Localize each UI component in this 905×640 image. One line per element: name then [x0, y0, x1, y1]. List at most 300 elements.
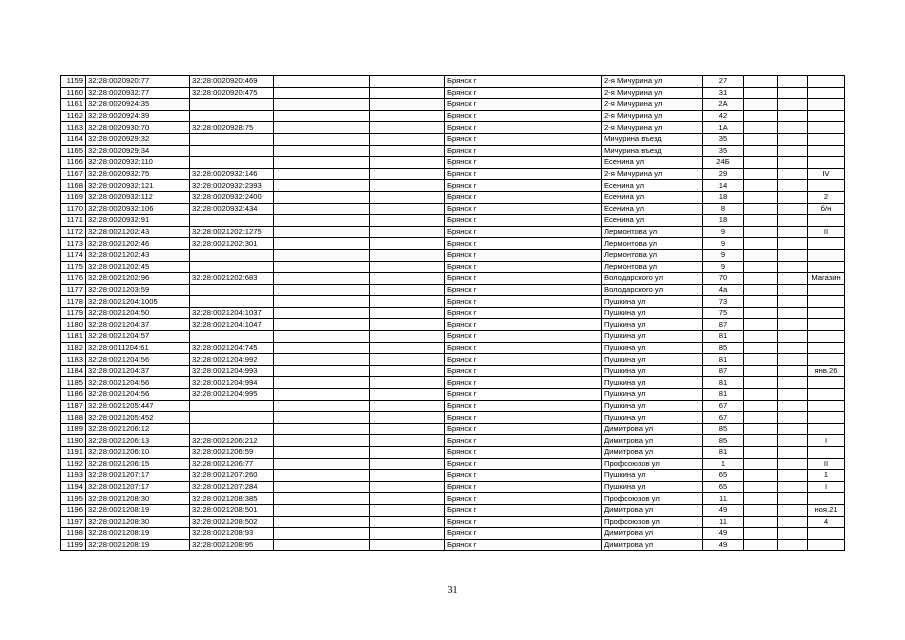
blank-cell	[274, 99, 370, 111]
table-row	[61, 133, 845, 145]
blank-cell	[274, 145, 370, 157]
object-cadastral-number-cell: 32:28:0021202:683	[190, 273, 274, 285]
city-cell: Брянск г	[445, 354, 602, 366]
blank-cell	[778, 389, 808, 401]
blank-cell	[370, 400, 445, 412]
cadastral-number-cell: 32:28:0021204:56	[86, 377, 190, 389]
city-cell: Брянск г	[445, 76, 602, 88]
object-cadastral-number-cell: 32:28:0020932:146	[190, 168, 274, 180]
table-row	[61, 400, 845, 412]
blank-cell	[274, 110, 370, 122]
row-number-cell: 1171	[61, 215, 86, 227]
blank-cell	[370, 342, 445, 354]
cadastral-number-cell: 32:28:0020930:70	[86, 122, 190, 134]
table-row	[61, 447, 845, 459]
house-number-cell: 81	[703, 447, 744, 459]
row-number-cell: 1187	[61, 400, 86, 412]
blank-cell	[274, 261, 370, 273]
note-cell	[808, 238, 845, 250]
street-cell: 2-я Мичурина ул	[602, 110, 703, 122]
street-cell: Лермонтова ул	[602, 261, 703, 273]
house-number-cell: 9	[703, 238, 744, 250]
street-cell: Пушкина ул	[602, 319, 703, 331]
row-number-cell: 1169	[61, 191, 86, 203]
note-cell: I	[808, 481, 845, 493]
city-cell: Брянск г	[445, 389, 602, 401]
object-cadastral-number-cell: 32:28:0020920:469	[190, 76, 274, 88]
blank-cell	[778, 168, 808, 180]
object-cadastral-number-cell: 32:28:0021208:385	[190, 493, 274, 505]
city-cell: Брянск г	[445, 261, 602, 273]
city-cell: Брянск г	[445, 342, 602, 354]
blank-cell	[744, 528, 778, 540]
table-row	[61, 470, 845, 482]
note-cell	[808, 539, 845, 551]
street-cell: Пушкина ул	[602, 307, 703, 319]
blank-cell	[778, 157, 808, 169]
street-cell: Есенина ул	[602, 215, 703, 227]
table-row	[61, 539, 845, 551]
table-row	[61, 481, 845, 493]
row-number-cell: 1188	[61, 412, 86, 424]
house-number-cell: 1	[703, 458, 744, 470]
blank-cell	[744, 516, 778, 528]
table-row	[61, 87, 845, 99]
blank-cell	[744, 157, 778, 169]
blank-cell	[744, 470, 778, 482]
blank-cell	[744, 400, 778, 412]
blank-cell	[274, 447, 370, 459]
blank-cell	[274, 249, 370, 261]
blank-cell	[370, 99, 445, 111]
object-cadastral-number-cell: 32:28:0020932:2400	[190, 191, 274, 203]
blank-cell	[274, 528, 370, 540]
table-row	[61, 458, 845, 470]
blank-cell	[370, 226, 445, 238]
city-cell: Брянск г	[445, 215, 602, 227]
blank-cell	[274, 296, 370, 308]
table-row	[61, 319, 845, 331]
note-cell	[808, 296, 845, 308]
house-number-cell: 27	[703, 76, 744, 88]
house-number-cell: 85	[703, 342, 744, 354]
blank-cell	[744, 423, 778, 435]
blank-cell	[778, 99, 808, 111]
blank-cell	[744, 447, 778, 459]
cadastral-number-cell: 32:28:0020932:91	[86, 215, 190, 227]
house-number-cell: 35	[703, 145, 744, 157]
blank-cell	[778, 191, 808, 203]
blank-cell	[744, 296, 778, 308]
house-number-cell: 1А	[703, 122, 744, 134]
blank-cell	[778, 342, 808, 354]
cadastral-number-cell: 32:28:0021204:50	[86, 307, 190, 319]
blank-cell	[744, 504, 778, 516]
house-number-cell: 85	[703, 423, 744, 435]
city-cell: Брянск г	[445, 145, 602, 157]
street-cell: Димитрова ул	[602, 528, 703, 540]
house-number-cell: 29	[703, 168, 744, 180]
blank-cell	[370, 516, 445, 528]
table-row	[61, 76, 845, 88]
row-number-cell: 1159	[61, 76, 86, 88]
object-cadastral-number-cell	[190, 412, 274, 424]
table-row	[61, 273, 845, 285]
house-number-cell: 67	[703, 400, 744, 412]
blank-cell	[744, 87, 778, 99]
blank-cell	[370, 307, 445, 319]
city-cell: Брянск г	[445, 319, 602, 331]
blank-cell	[778, 87, 808, 99]
street-cell: Володарского ул	[602, 284, 703, 296]
table-row	[61, 238, 845, 250]
city-cell: Брянск г	[445, 87, 602, 99]
table-row	[61, 226, 845, 238]
city-cell: Брянск г	[445, 122, 602, 134]
blank-cell	[778, 400, 808, 412]
row-number-cell: 1191	[61, 447, 86, 459]
cadastral-number-cell: 32:28:0020932:110	[86, 157, 190, 169]
table-row	[61, 354, 845, 366]
city-cell: Брянск г	[445, 296, 602, 308]
house-number-cell: 2А	[703, 99, 744, 111]
city-cell: Брянск г	[445, 377, 602, 389]
table-row	[61, 145, 845, 157]
blank-cell	[274, 284, 370, 296]
object-cadastral-number-cell	[190, 296, 274, 308]
house-number-cell: 18	[703, 215, 744, 227]
cadastral-number-cell: 32:28:0021206:15	[86, 458, 190, 470]
cadastral-number-cell: 32:28:0020929:34	[86, 145, 190, 157]
blank-cell	[778, 296, 808, 308]
blank-cell	[778, 435, 808, 447]
cadastral-number-cell: 32:28:0021208:19	[86, 539, 190, 551]
street-cell: Пушкина ул	[602, 296, 703, 308]
blank-cell	[778, 145, 808, 157]
blank-cell	[744, 365, 778, 377]
blank-cell	[778, 447, 808, 459]
city-cell: Брянск г	[445, 307, 602, 319]
blank-cell	[274, 365, 370, 377]
blank-cell	[274, 481, 370, 493]
street-cell: Пушкина ул	[602, 389, 703, 401]
street-cell: Димитрова ул	[602, 539, 703, 551]
table-row	[61, 261, 845, 273]
blank-cell	[274, 400, 370, 412]
blank-cell	[744, 377, 778, 389]
table-row	[61, 307, 845, 319]
street-cell: 2-я Мичурина ул	[602, 122, 703, 134]
blank-cell	[370, 470, 445, 482]
cadastral-number-cell: 32:28:0021202:96	[86, 273, 190, 285]
blank-cell	[744, 99, 778, 111]
object-cadastral-number-cell	[190, 284, 274, 296]
street-cell: Мичурина въезд	[602, 145, 703, 157]
blank-cell	[274, 516, 370, 528]
table-row	[61, 528, 845, 540]
blank-cell	[744, 493, 778, 505]
blank-cell	[370, 180, 445, 192]
blank-cell	[778, 354, 808, 366]
row-number-cell: 1180	[61, 319, 86, 331]
note-cell	[808, 331, 845, 343]
table-row	[61, 191, 845, 203]
row-number-cell: 1173	[61, 238, 86, 250]
blank-cell	[370, 76, 445, 88]
house-number-cell: 67	[703, 412, 744, 424]
table-row	[61, 342, 845, 354]
street-cell: Лермонтова ул	[602, 226, 703, 238]
house-number-cell: 81	[703, 377, 744, 389]
object-cadastral-number-cell: 32:28:0020932:2393	[190, 180, 274, 192]
house-number-cell: 87	[703, 365, 744, 377]
street-cell: Есенина ул	[602, 180, 703, 192]
street-cell: Пушкина ул	[602, 342, 703, 354]
blank-cell	[370, 87, 445, 99]
blank-cell	[274, 539, 370, 551]
cadastral-number-cell: 32:28:0020932:106	[86, 203, 190, 215]
object-cadastral-number-cell	[190, 99, 274, 111]
blank-cell	[778, 180, 808, 192]
row-number-cell: 1166	[61, 157, 86, 169]
object-cadastral-number-cell: 32:28:0020932:434	[190, 203, 274, 215]
row-number-cell: 1190	[61, 435, 86, 447]
street-cell: Пушкина ул	[602, 400, 703, 412]
note-cell: II	[808, 458, 845, 470]
note-cell	[808, 412, 845, 424]
blank-cell	[370, 319, 445, 331]
row-number-cell: 1183	[61, 354, 86, 366]
row-number-cell: 1198	[61, 528, 86, 540]
table-row	[61, 365, 845, 377]
city-cell: Брянск г	[445, 470, 602, 482]
row-number-cell: 1179	[61, 307, 86, 319]
city-cell: Брянск г	[445, 168, 602, 180]
cadastral-number-cell: 32:28:0021205:447	[86, 400, 190, 412]
street-cell: Димитрова ул	[602, 504, 703, 516]
blank-cell	[274, 342, 370, 354]
cadastral-number-cell: 32:28:0021208:19	[86, 504, 190, 516]
object-cadastral-number-cell	[190, 400, 274, 412]
table-row	[61, 249, 845, 261]
cadastral-number-cell: 32:28:0021204:37	[86, 365, 190, 377]
blank-cell	[744, 122, 778, 134]
object-cadastral-number-cell: 32:28:0020920:475	[190, 87, 274, 99]
object-cadastral-number-cell	[190, 331, 274, 343]
object-cadastral-number-cell: 32:28:0021206:212	[190, 435, 274, 447]
cadastral-number-cell: 32:28:0021206:12	[86, 423, 190, 435]
table-row	[61, 516, 845, 528]
blank-cell	[274, 87, 370, 99]
blank-cell	[778, 331, 808, 343]
blank-cell	[274, 435, 370, 447]
city-cell: Брянск г	[445, 157, 602, 169]
table-row	[61, 412, 845, 424]
blank-cell	[274, 191, 370, 203]
blank-cell	[744, 331, 778, 343]
table-row	[61, 389, 845, 401]
cadastral-number-cell: 32:28:0021203:59	[86, 284, 190, 296]
blank-cell	[744, 354, 778, 366]
blank-cell	[370, 331, 445, 343]
note-cell: ноя.21	[808, 504, 845, 516]
blank-cell	[370, 110, 445, 122]
note-cell	[808, 284, 845, 296]
house-number-cell: 8	[703, 203, 744, 215]
blank-cell	[274, 470, 370, 482]
blank-cell	[744, 110, 778, 122]
cadastral-number-cell: 32:28:0021208:30	[86, 493, 190, 505]
blank-cell	[370, 435, 445, 447]
note-cell: 2	[808, 191, 845, 203]
row-number-cell: 1178	[61, 296, 86, 308]
note-cell: II	[808, 226, 845, 238]
object-cadastral-number-cell: 32:28:0021202:1275	[190, 226, 274, 238]
blank-cell	[274, 319, 370, 331]
house-number-cell: 31	[703, 87, 744, 99]
blank-cell	[274, 354, 370, 366]
blank-cell	[744, 307, 778, 319]
row-number-cell: 1195	[61, 493, 86, 505]
city-cell: Брянск г	[445, 238, 602, 250]
object-cadastral-number-cell: 32:28:0021207:284	[190, 481, 274, 493]
house-number-cell: 49	[703, 504, 744, 516]
blank-cell	[778, 110, 808, 122]
blank-cell	[370, 157, 445, 169]
note-cell	[808, 87, 845, 99]
cadastral-number-cell: 32:28:0021207:17	[86, 470, 190, 482]
street-cell: Профсоюзов ул	[602, 516, 703, 528]
blank-cell	[778, 539, 808, 551]
house-number-cell: 73	[703, 296, 744, 308]
house-number-cell: 4а	[703, 284, 744, 296]
blank-cell	[274, 76, 370, 88]
blank-cell	[274, 377, 370, 389]
object-cadastral-number-cell	[190, 215, 274, 227]
blank-cell	[370, 389, 445, 401]
cadastral-number-cell: 32:28:0021208:30	[86, 516, 190, 528]
blank-cell	[370, 528, 445, 540]
blank-cell	[370, 423, 445, 435]
house-number-cell: 85	[703, 435, 744, 447]
row-number-cell: 1164	[61, 133, 86, 145]
cadastral-number-cell: 32:28:0021204:57	[86, 331, 190, 343]
street-cell: Димитрова ул	[602, 423, 703, 435]
blank-cell	[370, 215, 445, 227]
object-cadastral-number-cell: 32:28:0021208:95	[190, 539, 274, 551]
blank-cell	[370, 504, 445, 516]
house-number-cell: 87	[703, 319, 744, 331]
note-cell	[808, 261, 845, 273]
cadastral-number-cell: 32:28:0021207:17	[86, 481, 190, 493]
row-number-cell: 1182	[61, 342, 86, 354]
note-cell	[808, 180, 845, 192]
blank-cell	[370, 458, 445, 470]
note-cell	[808, 400, 845, 412]
blank-cell	[778, 516, 808, 528]
object-cadastral-number-cell: 32:28:0021206:59	[190, 447, 274, 459]
city-cell: Брянск г	[445, 516, 602, 528]
row-number-cell: 1186	[61, 389, 86, 401]
note-cell	[808, 122, 845, 134]
table-row	[61, 435, 845, 447]
house-number-cell: 42	[703, 110, 744, 122]
cadastral-number-cell: 32:28:0021202:46	[86, 238, 190, 250]
cadastral-number-cell: 32:28:0020932:77	[86, 87, 190, 99]
row-number-cell: 1193	[61, 470, 86, 482]
blank-cell	[744, 342, 778, 354]
object-cadastral-number-cell	[190, 133, 274, 145]
note-cell: IV	[808, 168, 845, 180]
blank-cell	[778, 319, 808, 331]
street-cell: 2-я Мичурина ул	[602, 99, 703, 111]
table-row	[61, 331, 845, 343]
blank-cell	[778, 249, 808, 261]
table-row	[61, 493, 845, 505]
blank-cell	[274, 458, 370, 470]
house-number-cell: 65	[703, 481, 744, 493]
blank-cell	[778, 365, 808, 377]
row-number-cell: 1167	[61, 168, 86, 180]
blank-cell	[778, 458, 808, 470]
object-cadastral-number-cell: 32:28:0021204:745	[190, 342, 274, 354]
blank-cell	[778, 307, 808, 319]
city-cell: Брянск г	[445, 528, 602, 540]
blank-cell	[744, 191, 778, 203]
note-cell	[808, 110, 845, 122]
blank-cell	[744, 145, 778, 157]
row-number-cell: 1163	[61, 122, 86, 134]
city-cell: Брянск г	[445, 273, 602, 285]
street-cell: Профсоюзов ул	[602, 458, 703, 470]
note-cell	[808, 319, 845, 331]
city-cell: Брянск г	[445, 447, 602, 459]
row-number-cell: 1181	[61, 331, 86, 343]
blank-cell	[744, 238, 778, 250]
table-row	[61, 504, 845, 516]
blank-cell	[274, 423, 370, 435]
city-cell: Брянск г	[445, 284, 602, 296]
blank-cell	[778, 261, 808, 273]
blank-cell	[370, 238, 445, 250]
street-cell: Димитрова ул	[602, 435, 703, 447]
object-cadastral-number-cell: 32:28:0021204:994	[190, 377, 274, 389]
street-cell: 2-я Мичурина ул	[602, 168, 703, 180]
note-cell: I	[808, 435, 845, 447]
city-cell: Брянск г	[445, 365, 602, 377]
blank-cell	[778, 504, 808, 516]
blank-cell	[370, 493, 445, 505]
blank-cell	[274, 122, 370, 134]
object-cadastral-number-cell	[190, 423, 274, 435]
cadastral-number-cell: 32:28:0021205:452	[86, 412, 190, 424]
house-number-cell: 35	[703, 133, 744, 145]
city-cell: Брянск г	[445, 191, 602, 203]
blank-cell	[744, 215, 778, 227]
blank-cell	[370, 539, 445, 551]
house-number-cell: 49	[703, 539, 744, 551]
blank-cell	[370, 261, 445, 273]
blank-cell	[274, 180, 370, 192]
blank-cell	[778, 122, 808, 134]
blank-cell	[370, 284, 445, 296]
table-row	[61, 284, 845, 296]
note-cell	[808, 76, 845, 88]
blank-cell	[370, 481, 445, 493]
blank-cell	[370, 133, 445, 145]
note-cell: 4	[808, 516, 845, 528]
table-row	[61, 180, 845, 192]
